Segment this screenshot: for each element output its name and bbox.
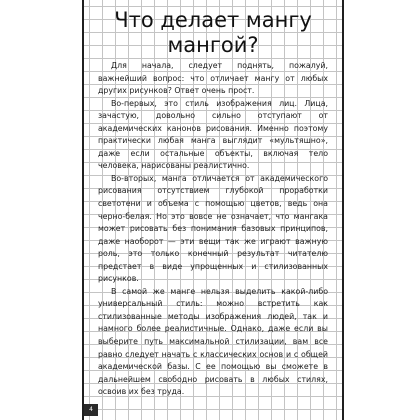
title-line-1: Что делает мангу (114, 8, 312, 32)
title-line-2: мангой? (167, 33, 259, 57)
book-page (82, 0, 344, 420)
paragraph-first: Во-первых, это стиль изображения лиц. Лица, зачастую, довольно сильно отступают от академических канонов рисования. Именно поэтому практически любая манга выглядит «мультяшно», даже если остальные объекты, включая тело человека, нарисованы реалистично. (98, 98, 328, 171)
paragraph-intro: Для начала, следует поднять, пожалуй, важнейший вопрос: что отличает мангу от любых других рисунков? Ответ очень прост. (98, 61, 328, 96)
page-title (84, 8, 342, 58)
paragraph-style: В самой же манге нельзя выделить какой-либо универсальный стиль: можно встретить как стилизованные методы изображения людей, так и намного более реалистичные. Однако, даже если вы выберите путь максимальной стилизации, вам все равно следует начать с классических основ и с общей академической базы. С ее помощью вы сможете в дальнейшем свободно рисовать в любых стилях, освоив их без труда. (98, 286, 328, 397)
page-number: 4 (84, 404, 98, 416)
body-text (98, 60, 328, 399)
paragraph-second: Во-вторых, манга отличается от академического рисования отсутствием глубокой проработки светотени и объема с помощью цветов, ведь она черно-белая. Но это вовсе не означает, что мангака может рисовать без понимания базовых принципов, даже наоборот — эти вещи так же играют важную роль, это только конечный результат читателю предстает в виде упрощенных и стилизованных рисунков. (98, 173, 328, 284)
